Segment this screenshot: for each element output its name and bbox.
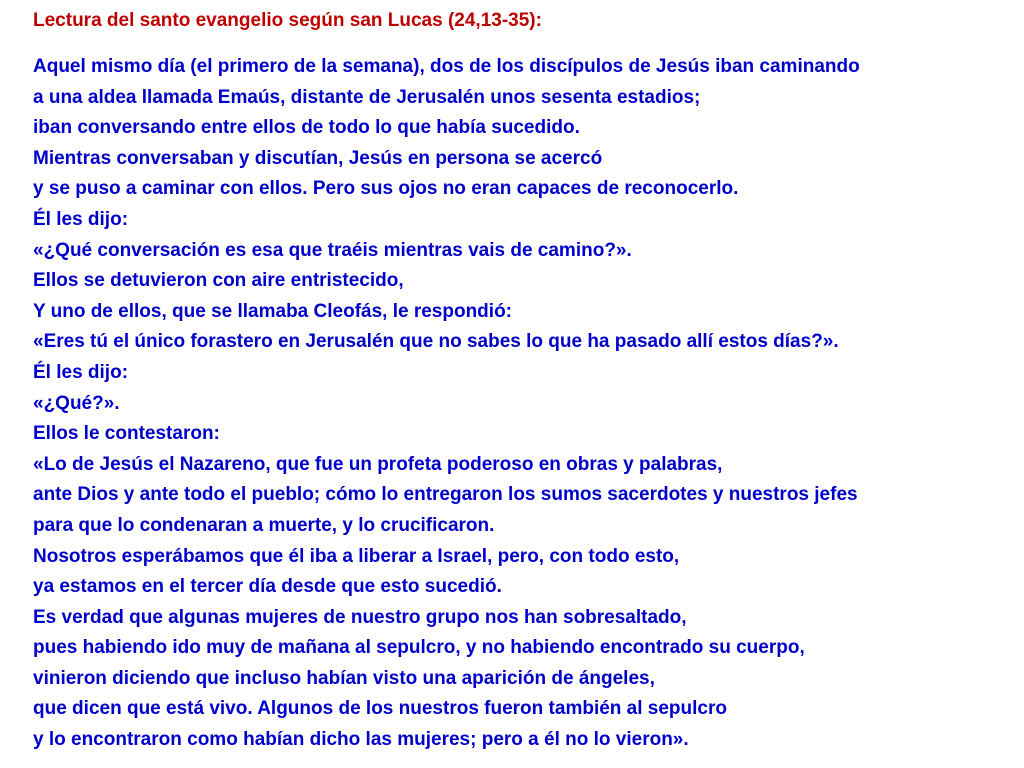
text-line: «¿Qué conversación es esa que traéis mientras vais de camino?». bbox=[33, 239, 632, 261]
text-line: Él les dijo: bbox=[33, 361, 129, 383]
reading-text bbox=[33, 52, 860, 756]
text-line: Nosotros esperábamos que él iba a liberar a Israel, pero, con todo esto, bbox=[33, 545, 680, 567]
text-line: Ellos se detuvieron con aire entristecido, bbox=[33, 270, 404, 292]
text-line: vinieron diciendo que incluso habían visto una aparición de ángeles, bbox=[33, 667, 655, 689]
text-line: Y uno de ellos, que se llamaba Cleofás, le respondió: bbox=[33, 300, 512, 322]
text-line: para que lo condenaran a muerte, y lo crucificaron. bbox=[33, 514, 495, 536]
text-line: Ellos le contestaron: bbox=[33, 423, 220, 445]
text-line: «Lo de Jesús el Nazareno, que fue un profeta poderoso en obras y palabras, bbox=[33, 453, 723, 475]
text-line: a una aldea llamada Emaús, distante de Jerusalén unos sesenta estadios; bbox=[33, 86, 701, 108]
text-line: «¿Qué?». bbox=[33, 392, 120, 414]
text-line: Mientras conversaban y discutían, Jesús en persona se acercó bbox=[33, 147, 603, 169]
text-line: ya estamos en el tercer día desde que esto sucedió. bbox=[33, 576, 502, 598]
text-line: y se puso a caminar con ellos. Pero sus ojos no eran capaces de reconocerlo. bbox=[33, 178, 739, 200]
text-line: y lo encontraron como habían dicho las mujeres; pero a él no lo vieron». bbox=[33, 729, 689, 751]
text-line: Él les dijo: bbox=[33, 208, 129, 230]
text-line: «Eres tú el único forastero en Jerusalén que no sabes lo que ha pasado allí estos días?». bbox=[33, 331, 839, 353]
text-line: pues habiendo ido muy de mañana al sepulcro, y no habiendo encontrado su cuerpo, bbox=[33, 637, 805, 659]
text-line: Es verdad que algunas mujeres de nuestro grupo nos han sobresaltado, bbox=[33, 606, 687, 628]
text-line: que dicen que está vivo. Algunos de los nuestros fueron también al sepulcro bbox=[33, 698, 727, 720]
text-line: iban conversando entre ellos de todo lo que había sucedido. bbox=[33, 117, 580, 139]
text-line: ante Dios y ante todo el pueblo; cómo lo entregaron los sumos sacerdotes y nuestros jefes bbox=[33, 484, 858, 506]
text-line: Aquel mismo día (el primero de la semana), dos de los discípulos de Jesús iban caminando bbox=[33, 56, 860, 77]
reading-title: Lectura del santo evangelio según san Lucas (24,13-35): bbox=[33, 10, 542, 31]
